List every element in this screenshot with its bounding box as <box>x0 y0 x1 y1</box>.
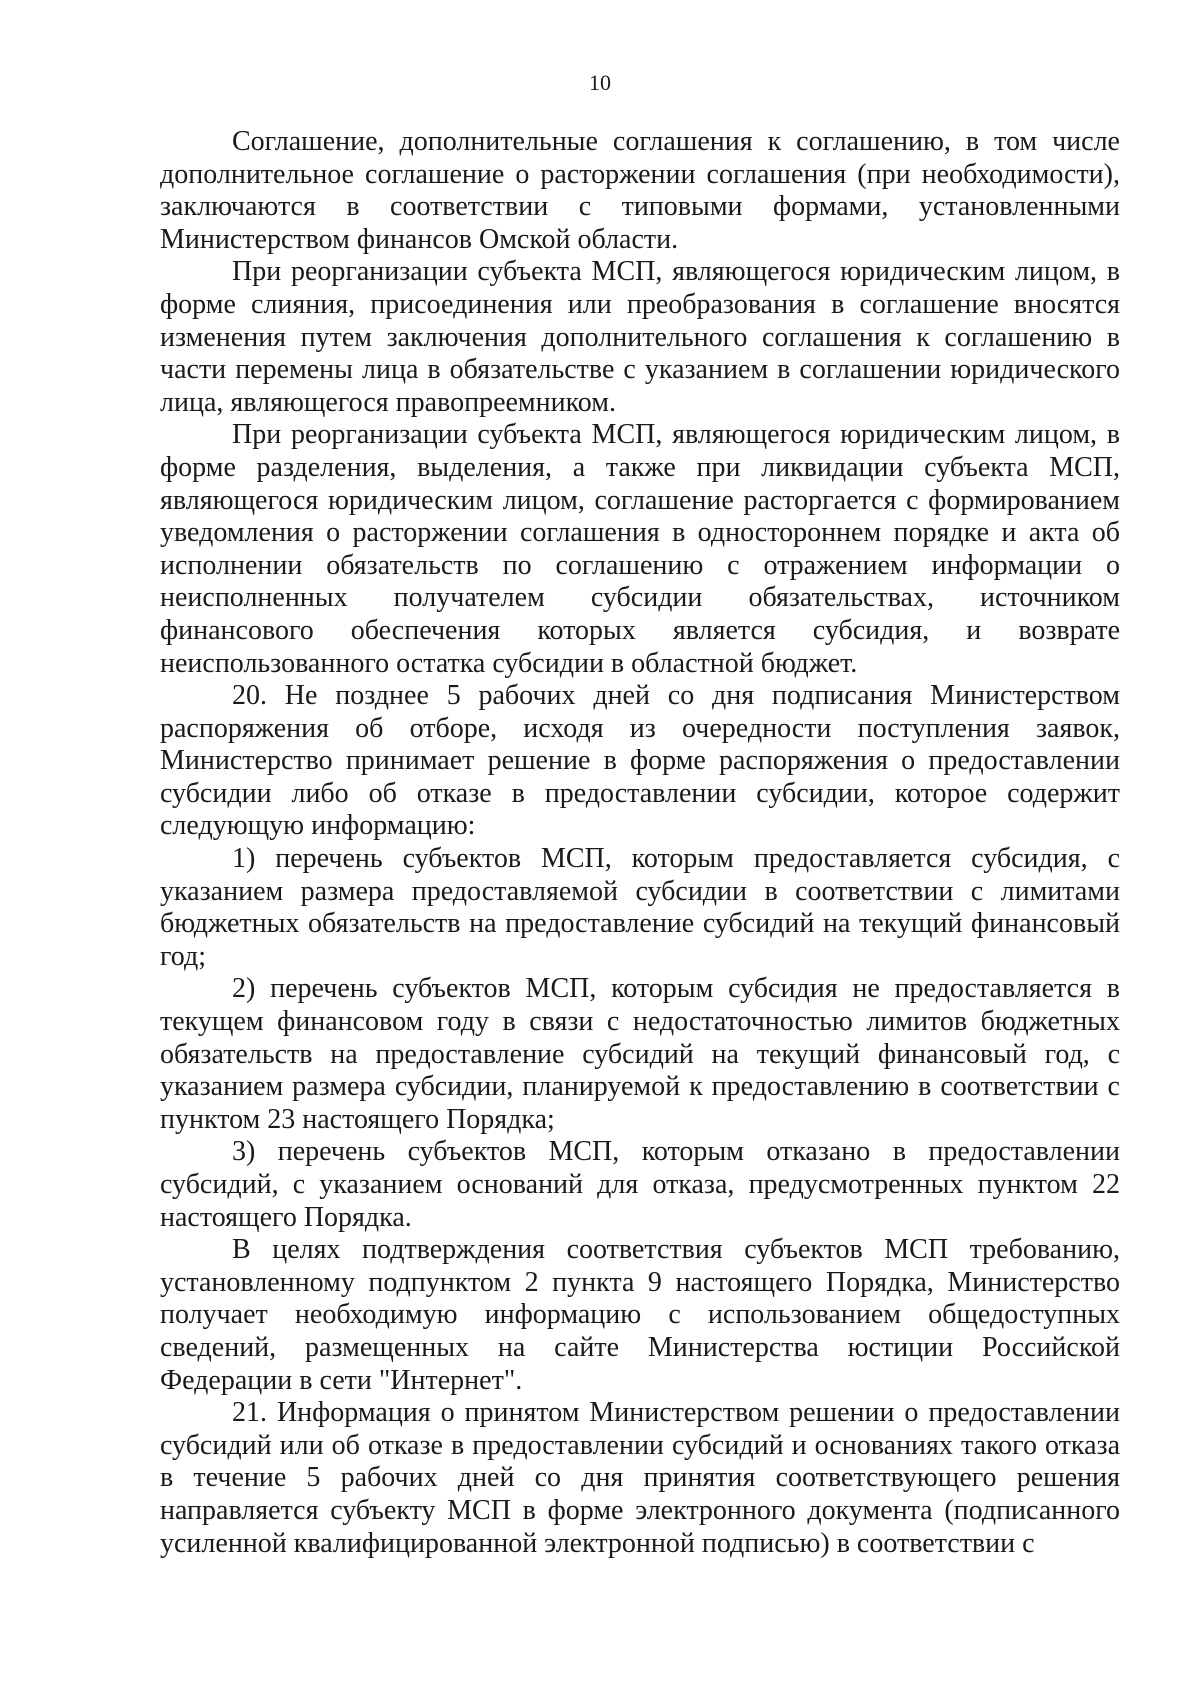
document-body <box>160 126 1120 1560</box>
list-item-3: 3) перечень субъектов МСП, которым отказано в предоставлении субсидий, с указанием оснований для отказа, предусмотренных пунктом 22 настоящего Порядка. <box>160 1136 1120 1233</box>
paragraph-reorganization-merger: При реорганизации субъекта МСП, являющегося юридическим лицом, в форме слияния, присоединения или преобразования в соглашение вносятся изменения путем заключения дополнительного соглашения к соглашению в части перемены лица в обязательстве с указанием в соглашении юридического лица, являющегося правопреемником. <box>160 256 1120 418</box>
list-item-2: 2) перечень субъектов МСП, которым субсидия не предоставляется в текущем финансовом году в связи с недостаточностью лимитов бюджетных обязательств на предоставление субсидий на текущий финансовый год, с указанием размера субсидии, планируемой к предоставлению в соответствии с пунктом 23 настоящего Порядка; <box>160 973 1120 1135</box>
page-number: 10 <box>589 70 611 95</box>
paragraph-reorganization-division: При реорганизации субъекта МСП, являющегося юридическим лицом, в форме разделения, выделения, а также при ликвидации субъекта МСП, являющегося юридическим лицом, соглашение расторгается с формированием уведомления о расторжении соглашения в одностороннем порядке и акта об исполнении обязательств по соглашению с отражением информации о неисполненных получателем субсидии обязательствах, источником финансового обеспечения которых является субсидия, и возврате неиспользованного остатка субсидии в областной бюджет. <box>160 419 1120 679</box>
paragraph-verification: В целях подтверждения соответствия субъектов МСП требованию, установленному подпунктом 2 пункта 9 настоящего Порядка, Министерство получает необходимую информацию с использованием общедоступных сведений, размещенных на сайте Министерства юстиции Российской Федерации в сети "Интернет". <box>160 1234 1120 1396</box>
list-item-1: 1) перечень субъектов МСП, которым предоставляется субсидия, с указанием размера предоставляемой субсидии в соответствии с лимитами бюджетных обязательств на предоставление субсидий на текущий финансовый год; <box>160 843 1120 972</box>
paragraph-agreement-forms: Соглашение, дополнительные соглашения к соглашению, в том числе дополнительное соглашение о расторжении соглашения (при необходимости), заключаются в соответствии с типовыми формами, установленными Министерством финансов Омской области. <box>160 126 1120 255</box>
paragraph-clause-20: 20. Не позднее 5 рабочих дней со дня подписания Министерством распоряжения об отборе, исходя из очередности поступления заявок, Министерство принимает решение в форме распоряжения о предоставлении субсидии либо об отказе в предоставлении субсидии, которое содержит следующую информацию: <box>160 680 1120 842</box>
paragraph-clause-21: 21. Информация о принятом Министерством решении о предоставлении субсидий или об отказе в предоставлении субсидий и основаниях такого отказа в течение 5 рабочих дней со дня принятия соответствующего решения направляется субъекту МСП в форме электронного документа (подписанного усиленной квалифицированной электронной подписью) в соответствии с <box>160 1397 1120 1559</box>
